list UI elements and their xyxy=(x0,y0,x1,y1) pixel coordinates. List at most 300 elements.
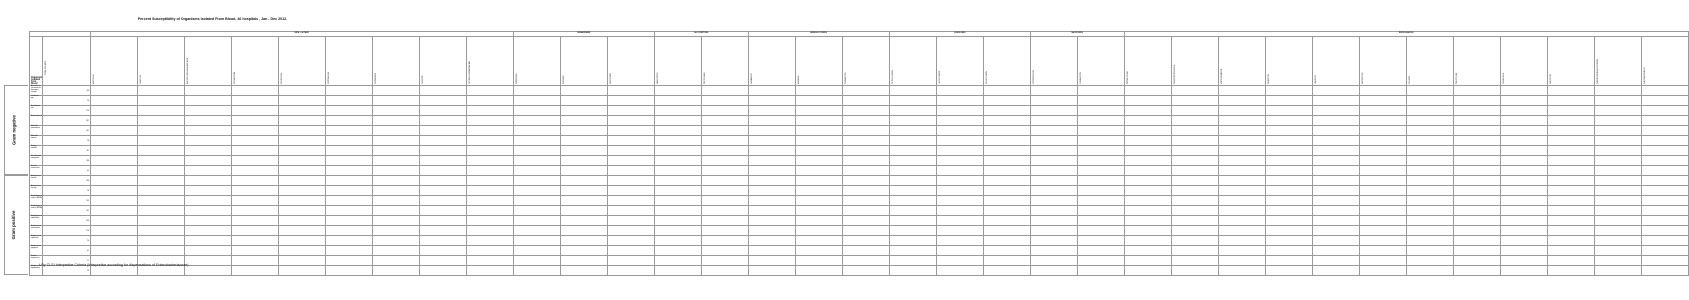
organism-name: Serratia marcescens xyxy=(30,166,43,176)
susceptibility-cell xyxy=(1030,166,1077,176)
susceptibility-cell xyxy=(1500,176,1547,186)
gram-positive-label: Gram positive xyxy=(4,175,28,275)
susceptibility-cell xyxy=(701,206,748,216)
susceptibility-cell xyxy=(560,246,607,256)
susceptibility-cell xyxy=(1594,266,1641,276)
susceptibility-cell xyxy=(936,266,983,276)
susceptibility-cell xyxy=(936,166,983,176)
susceptibility-cell xyxy=(372,136,419,146)
susceptibility-cell xyxy=(842,96,889,106)
total-isolates-cell: 193 xyxy=(43,106,91,116)
susceptibility-cell xyxy=(701,156,748,166)
susceptibility-cell xyxy=(936,86,983,96)
susceptibility-cell xyxy=(466,186,513,196)
susceptibility-cell xyxy=(654,86,701,96)
susceptibility-cell xyxy=(701,216,748,226)
susceptibility-cell xyxy=(372,236,419,246)
susceptibility-cell xyxy=(1218,146,1265,156)
antibiotic-column-header: LEVOFLOXACIN xyxy=(936,37,983,86)
susceptibility-cell xyxy=(1453,216,1500,226)
susceptibility-cell xyxy=(1500,86,1547,96)
susceptibility-cell xyxy=(1124,256,1171,266)
susceptibility-cell xyxy=(748,156,795,166)
susceptibility-cell xyxy=(936,226,983,236)
susceptibility-cell xyxy=(560,186,607,196)
susceptibility-cell xyxy=(1312,206,1359,216)
susceptibility-cell xyxy=(701,106,748,116)
susceptibility-cell xyxy=(889,176,936,186)
susceptibility-cell xyxy=(466,126,513,136)
susceptibility-cell xyxy=(748,186,795,196)
susceptibility-cell xyxy=(701,186,748,196)
susceptibility-cell xyxy=(1265,216,1312,226)
antibiotic-column-header: RIFAMPICIN xyxy=(1265,37,1312,86)
susceptibility-cell xyxy=(936,176,983,186)
susceptibility-cell xyxy=(1500,106,1547,116)
susceptibility-cell xyxy=(1453,126,1500,136)
susceptibility-cell xyxy=(1030,136,1077,146)
susceptibility-cell xyxy=(137,226,184,236)
susceptibility-cell xyxy=(1171,136,1218,146)
susceptibility-cell xyxy=(1124,86,1171,96)
antibiotic-column-header: TIGECYCLINE xyxy=(1453,37,1500,86)
susceptibility-cell xyxy=(654,96,701,106)
organism-name: Streptococcus agalactiae xyxy=(30,236,43,246)
footnote: * By CLSI Interpretive Criteria (Interpretive according for dispensations of Enterobacteriaceae) xyxy=(39,263,189,267)
susceptibility-cell xyxy=(983,246,1030,256)
susceptibility-cell xyxy=(90,176,137,186)
susceptibility-cell xyxy=(1406,96,1453,106)
susceptibility-cell xyxy=(1547,156,1594,166)
susceptibility-cell xyxy=(748,226,795,236)
susceptibility-table xyxy=(29,31,1689,276)
susceptibility-cell xyxy=(1641,136,1688,146)
susceptibility-cell xyxy=(513,126,560,136)
susceptibility-cell xyxy=(466,156,513,166)
susceptibility-cell xyxy=(1030,146,1077,156)
antibiotic-column-header: CEFUROXIME xyxy=(278,37,325,86)
susceptibility-cell xyxy=(1218,136,1265,146)
susceptibility-cell xyxy=(607,266,654,276)
susceptibility-cell xyxy=(184,116,231,126)
susceptibility-cell xyxy=(513,106,560,116)
susceptibility-cell xyxy=(184,86,231,96)
susceptibility-cell xyxy=(325,156,372,166)
susceptibility-cell xyxy=(1312,196,1359,206)
antibiotic-column-header: MEROPENEM xyxy=(607,37,654,86)
susceptibility-cell xyxy=(372,246,419,256)
susceptibility-cell xyxy=(1594,126,1641,136)
susceptibility-cell xyxy=(842,206,889,216)
susceptibility-cell xyxy=(889,166,936,176)
susceptibility-cell xyxy=(1359,96,1406,106)
susceptibility-cell xyxy=(1077,266,1124,276)
susceptibility-cell xyxy=(560,116,607,126)
susceptibility-cell xyxy=(419,266,466,276)
susceptibility-cell xyxy=(1406,106,1453,116)
susceptibility-cell xyxy=(748,206,795,216)
susceptibility-cell xyxy=(1265,186,1312,196)
antibiotic-column-header: TEICOPLANIN xyxy=(701,37,748,86)
susceptibility-cell xyxy=(1641,126,1688,136)
susceptibility-cell xyxy=(1124,226,1171,236)
susceptibility-cell xyxy=(560,106,607,116)
susceptibility-cell xyxy=(1077,176,1124,186)
susceptibility-cell xyxy=(1030,266,1077,276)
susceptibility-cell xyxy=(936,116,983,126)
antibiotic-column-header: NITROFURANTOIN xyxy=(1218,37,1265,86)
susceptibility-cell xyxy=(1406,216,1453,226)
susceptibility-cell xyxy=(1312,86,1359,96)
susceptibility-cell xyxy=(1547,216,1594,226)
organism-row xyxy=(30,146,1689,156)
susceptibility-cell xyxy=(1077,186,1124,196)
susceptibility-cell xyxy=(701,256,748,266)
susceptibility-cell xyxy=(325,206,372,216)
susceptibility-cell xyxy=(419,176,466,186)
susceptibility-cell xyxy=(1218,206,1265,216)
susceptibility-cell xyxy=(1218,156,1265,166)
susceptibility-cell xyxy=(560,256,607,266)
susceptibility-cell xyxy=(1218,226,1265,236)
susceptibility-cell xyxy=(137,146,184,156)
susceptibility-cell xyxy=(842,186,889,196)
susceptibility-cell xyxy=(1312,96,1359,106)
total-isolates-header: TOTAL ISOLATES xyxy=(43,37,91,86)
susceptibility-cell xyxy=(1218,126,1265,136)
susceptibility-cell xyxy=(795,126,842,136)
susceptibility-cell xyxy=(1171,106,1218,116)
susceptibility-cell xyxy=(466,206,513,216)
total-isolates-cell: 603 xyxy=(43,216,91,226)
susceptibility-cell xyxy=(1077,216,1124,226)
antibiotic-column-header: CEFEPIME xyxy=(419,37,466,86)
susceptibility-cell xyxy=(231,226,278,236)
susceptibility-cell xyxy=(983,236,1030,246)
susceptibility-cell xyxy=(654,166,701,176)
susceptibility-cell xyxy=(1171,256,1218,266)
susceptibility-cell xyxy=(184,216,231,226)
organism-row xyxy=(30,216,1689,226)
susceptibility-cell xyxy=(748,236,795,246)
susceptibility-cell xyxy=(1218,176,1265,186)
antibiotic-column-header: FUSIDIC ACID xyxy=(1500,37,1547,86)
susceptibility-cell xyxy=(137,186,184,196)
susceptibility-cell xyxy=(1500,256,1547,266)
susceptibility-cell xyxy=(983,186,1030,196)
susceptibility-cell xyxy=(795,236,842,246)
susceptibility-cell xyxy=(137,236,184,246)
susceptibility-cell xyxy=(748,216,795,226)
susceptibility-cell xyxy=(1171,116,1218,126)
susceptibility-cell xyxy=(1265,126,1312,136)
susceptibility-cell xyxy=(1359,126,1406,136)
susceptibility-cell xyxy=(1641,196,1688,206)
susceptibility-cell xyxy=(1594,146,1641,156)
susceptibility-cell xyxy=(1500,96,1547,106)
susceptibility-cell xyxy=(1218,256,1265,266)
susceptibility-cell xyxy=(1406,136,1453,146)
susceptibility-cell xyxy=(607,176,654,186)
susceptibility-cell xyxy=(936,256,983,266)
susceptibility-cell xyxy=(607,126,654,136)
antibiotic-column-header: DAPTOMYCIN xyxy=(1359,37,1406,86)
susceptibility-cell xyxy=(654,116,701,126)
susceptibility-cell xyxy=(325,126,372,136)
susceptibility-cell xyxy=(1030,96,1077,106)
susceptibility-cell xyxy=(983,146,1030,156)
susceptibility-cell xyxy=(748,86,795,96)
susceptibility-cell xyxy=(466,86,513,96)
susceptibility-cell xyxy=(607,226,654,236)
susceptibility-cell xyxy=(701,246,748,256)
susceptibility-cell xyxy=(1641,236,1688,246)
susceptibility-cell xyxy=(842,146,889,156)
susceptibility-cell xyxy=(842,166,889,176)
susceptibility-cell xyxy=(607,166,654,176)
susceptibility-cell xyxy=(1077,156,1124,166)
susceptibility-cell xyxy=(1171,186,1218,196)
susceptibility-cell xyxy=(795,146,842,156)
susceptibility-cell xyxy=(325,186,372,196)
susceptibility-cell xyxy=(278,176,325,186)
susceptibility-cell xyxy=(184,206,231,216)
susceptibility-cell xyxy=(1359,156,1406,166)
susceptibility-cell xyxy=(560,216,607,226)
susceptibility-cell xyxy=(372,196,419,206)
susceptibility-cell xyxy=(1218,86,1265,96)
susceptibility-cell xyxy=(90,96,137,106)
susceptibility-cell xyxy=(1547,226,1594,236)
antibiotic-column-header: TOBRAMYCIN xyxy=(842,37,889,86)
organism-row xyxy=(30,86,1689,96)
organism-name: Citrobacter spp. xyxy=(30,96,43,106)
organism-name: Staphylococcus epidermidis xyxy=(30,216,43,226)
susceptibility-cell xyxy=(748,106,795,116)
susceptibility-cell xyxy=(701,236,748,246)
susceptibility-cell xyxy=(1030,126,1077,136)
susceptibility-cell xyxy=(1077,106,1124,116)
organism-row xyxy=(30,226,1689,236)
susceptibility-cell xyxy=(1077,246,1124,256)
total-isolates-cell: 298 xyxy=(43,156,91,166)
susceptibility-cell xyxy=(1594,226,1641,236)
susceptibility-cell xyxy=(1453,246,1500,256)
susceptibility-cell xyxy=(701,136,748,146)
susceptibility-cell xyxy=(1030,216,1077,226)
susceptibility-cell xyxy=(278,86,325,96)
susceptibility-cell xyxy=(1359,86,1406,96)
susceptibility-cell xyxy=(607,116,654,126)
susceptibility-cell xyxy=(936,206,983,216)
susceptibility-cell xyxy=(1312,146,1359,156)
susceptibility-cell xyxy=(889,246,936,256)
antibiotic-column-header: PIPERACILLIN/TAZOBACTAM xyxy=(466,37,513,86)
susceptibility-cell xyxy=(983,166,1030,176)
susceptibility-cell xyxy=(983,176,1030,186)
susceptibility-cell xyxy=(1124,196,1171,206)
susceptibility-cell xyxy=(1547,86,1594,96)
susceptibility-cell xyxy=(184,96,231,106)
susceptibility-cell xyxy=(1500,216,1547,226)
susceptibility-cell xyxy=(1359,116,1406,126)
susceptibility-cell xyxy=(1171,96,1218,106)
susceptibility-cell xyxy=(936,156,983,166)
susceptibility-cell xyxy=(231,236,278,246)
susceptibility-cell xyxy=(1641,156,1688,166)
susceptibility-cell xyxy=(889,106,936,116)
susceptibility-cell xyxy=(1406,206,1453,216)
susceptibility-cell xyxy=(607,236,654,246)
organism-name: Streptococcus pyogenes xyxy=(30,246,43,256)
susceptibility-cell xyxy=(513,96,560,106)
susceptibility-cell xyxy=(560,206,607,216)
susceptibility-cell xyxy=(1124,106,1171,116)
susceptibility-cell xyxy=(278,166,325,176)
susceptibility-cell xyxy=(607,196,654,206)
susceptibility-cell xyxy=(1171,196,1218,206)
susceptibility-cell xyxy=(795,176,842,186)
susceptibility-cell xyxy=(1547,196,1594,206)
susceptibility-cell xyxy=(560,156,607,166)
susceptibility-cell xyxy=(1077,256,1124,266)
susceptibility-cell xyxy=(1500,186,1547,196)
susceptibility-cell xyxy=(278,226,325,236)
susceptibility-cell xyxy=(372,226,419,236)
susceptibility-cell xyxy=(278,246,325,256)
susceptibility-cell xyxy=(1406,176,1453,186)
susceptibility-cell xyxy=(1218,116,1265,126)
susceptibility-cell xyxy=(1500,246,1547,256)
susceptibility-cell xyxy=(1594,206,1641,216)
susceptibility-cell xyxy=(1594,116,1641,126)
susceptibility-cell xyxy=(701,86,748,96)
susceptibility-cell xyxy=(1500,266,1547,276)
susceptibility-cell xyxy=(278,256,325,266)
total-isolates-cell: 111 xyxy=(43,146,91,156)
susceptibility-cell xyxy=(1547,136,1594,146)
susceptibility-cell xyxy=(1641,176,1688,186)
susceptibility-cell xyxy=(1124,166,1171,176)
susceptibility-cell xyxy=(654,196,701,206)
susceptibility-cell xyxy=(1030,226,1077,236)
susceptibility-cell xyxy=(372,116,419,126)
susceptibility-cell xyxy=(983,136,1030,146)
susceptibility-cell xyxy=(419,186,466,196)
susceptibility-cell xyxy=(513,266,560,276)
susceptibility-cell xyxy=(1594,106,1641,116)
antibiotic-column-header: CLINDAMYCIN xyxy=(1077,37,1124,86)
susceptibility-cell xyxy=(983,106,1030,116)
susceptibility-cell xyxy=(1265,156,1312,166)
antibiotic-group-header: BETA - LACTAMS xyxy=(90,32,513,37)
susceptibility-cell xyxy=(372,186,419,196)
susceptibility-cell xyxy=(983,216,1030,226)
susceptibility-cell xyxy=(936,106,983,116)
susceptibility-cell xyxy=(795,206,842,216)
susceptibility-cell xyxy=(983,126,1030,136)
susceptibility-cell xyxy=(842,216,889,226)
susceptibility-cell xyxy=(1641,246,1688,256)
susceptibility-cell xyxy=(1171,206,1218,216)
susceptibility-cell xyxy=(1265,176,1312,186)
susceptibility-cell xyxy=(1453,226,1500,236)
susceptibility-cell xyxy=(795,246,842,256)
susceptibility-cell xyxy=(372,176,419,186)
susceptibility-cell xyxy=(278,146,325,156)
susceptibility-cell xyxy=(90,126,137,136)
susceptibility-cell xyxy=(842,266,889,276)
susceptibility-cell xyxy=(137,116,184,126)
organism-name: Streptococcus dysgalactiae xyxy=(30,266,43,276)
susceptibility-cell xyxy=(1218,96,1265,106)
susceptibility-cell xyxy=(372,126,419,136)
susceptibility-cell xyxy=(137,266,184,276)
susceptibility-cell xyxy=(184,256,231,266)
susceptibility-cell xyxy=(1171,216,1218,226)
susceptibility-cell xyxy=(842,116,889,126)
susceptibility-cell xyxy=(1500,236,1547,246)
susceptibility-cell xyxy=(137,126,184,136)
susceptibility-cell xyxy=(1359,236,1406,246)
susceptibility-cell xyxy=(1171,176,1218,186)
susceptibility-cell xyxy=(231,116,278,126)
organism-row xyxy=(30,196,1689,206)
susceptibility-cell xyxy=(1124,176,1171,186)
susceptibility-cell xyxy=(842,246,889,256)
susceptibility-cell xyxy=(184,246,231,256)
susceptibility-cell xyxy=(466,226,513,236)
susceptibility-cell xyxy=(748,116,795,126)
organism-name: Streptococcus pneumoniae xyxy=(30,226,43,236)
susceptibility-cell xyxy=(748,256,795,266)
susceptibility-cell xyxy=(1641,86,1688,96)
susceptibility-cell xyxy=(466,166,513,176)
susceptibility-cell xyxy=(983,266,1030,276)
susceptibility-cell xyxy=(1265,236,1312,246)
susceptibility-cell xyxy=(1453,256,1500,266)
susceptibility-cell xyxy=(419,256,466,266)
susceptibility-cell xyxy=(654,266,701,276)
antibiotic-column-header: CHLORAMPHENICOL xyxy=(1641,37,1688,86)
susceptibility-cell xyxy=(325,246,372,256)
susceptibility-cell xyxy=(466,256,513,266)
antibiotic-group-header: MISCELLANEOUS xyxy=(1124,32,1688,37)
susceptibility-cell xyxy=(1547,116,1594,126)
organism-row xyxy=(30,176,1689,186)
susceptibility-cell xyxy=(466,266,513,276)
susceptibility-cell xyxy=(1077,196,1124,206)
susceptibility-cell xyxy=(1547,186,1594,196)
total-isolates-cell: 98 xyxy=(43,186,91,196)
organism-row xyxy=(30,156,1689,166)
susceptibility-cell xyxy=(90,86,137,96)
susceptibility-cell xyxy=(936,196,983,206)
susceptibility-cell xyxy=(1406,156,1453,166)
susceptibility-cell xyxy=(1594,156,1641,166)
susceptibility-cell xyxy=(1641,166,1688,176)
susceptibility-cell xyxy=(1265,146,1312,156)
susceptibility-cell xyxy=(560,176,607,186)
susceptibility-cell xyxy=(1406,116,1453,126)
antibiotic-column-header: ERYTHROMYCIN xyxy=(1030,37,1077,86)
susceptibility-cell xyxy=(1406,246,1453,256)
susceptibility-cell xyxy=(795,166,842,176)
susceptibility-cell xyxy=(1312,156,1359,166)
susceptibility-cell xyxy=(513,186,560,196)
susceptibility-cell xyxy=(1312,116,1359,126)
susceptibility-cell xyxy=(1453,156,1500,166)
